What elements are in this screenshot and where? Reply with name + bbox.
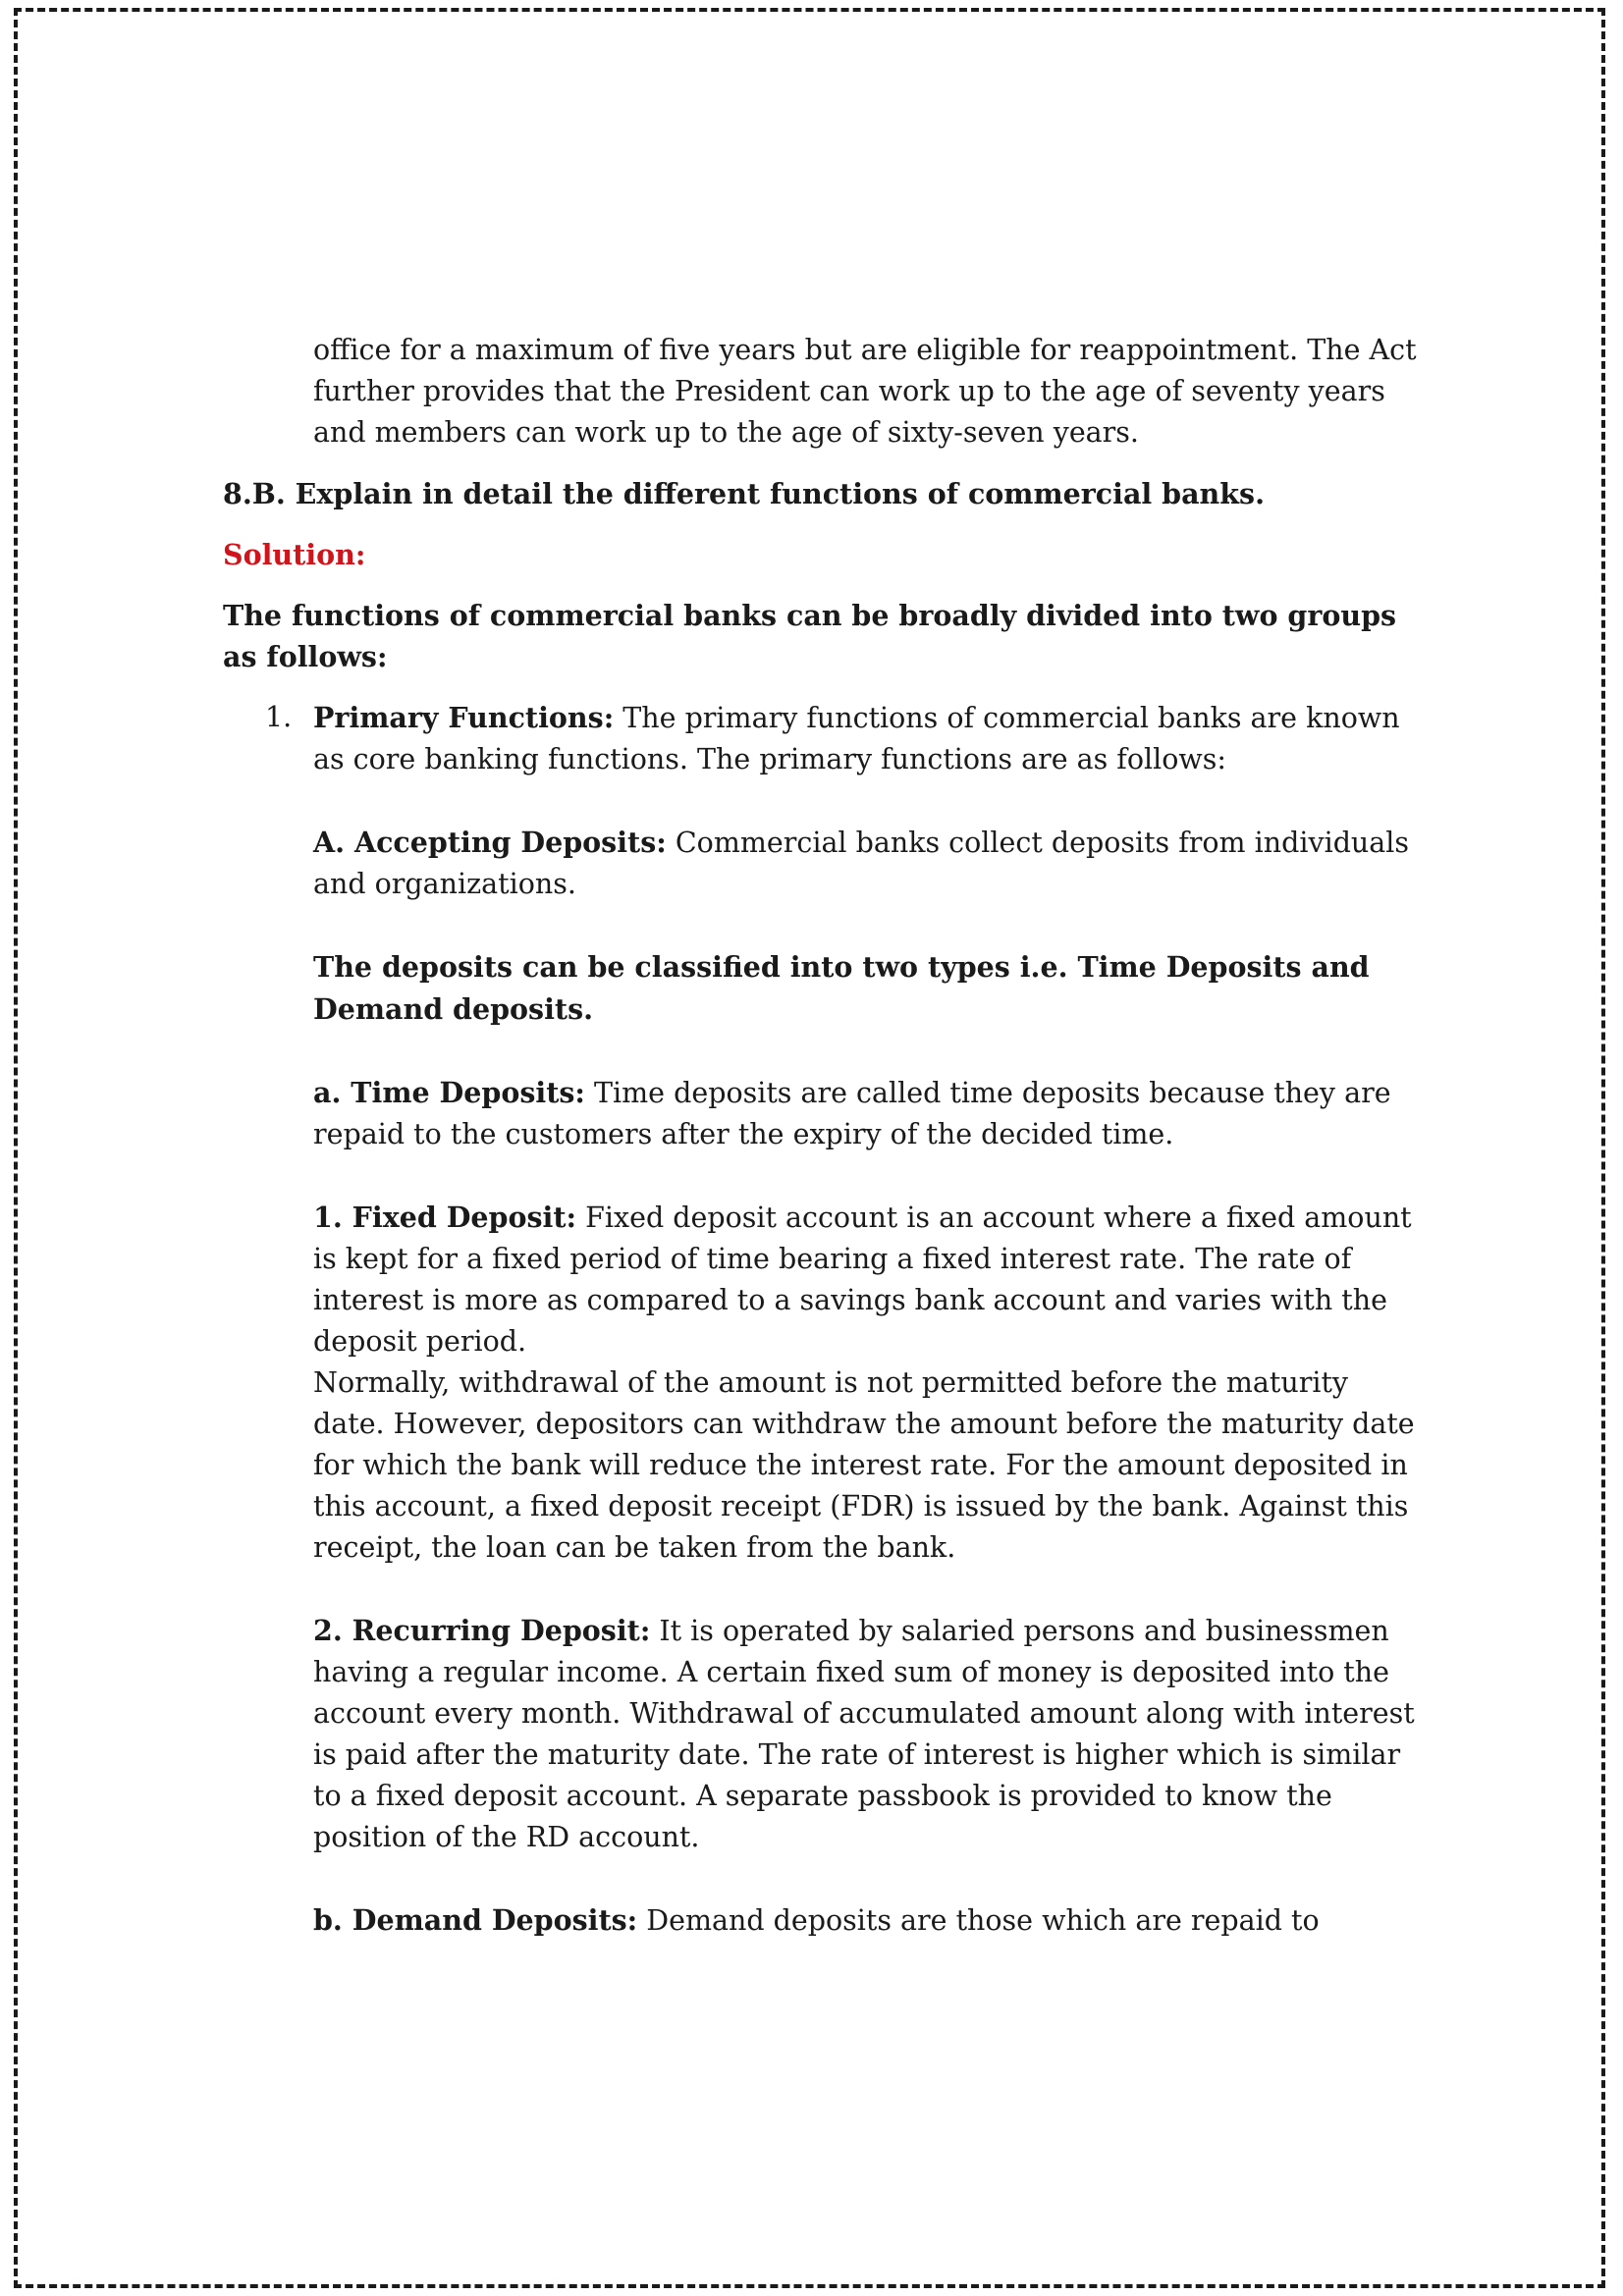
recurring-deposit-title: 2. Recurring Deposit:	[313, 1614, 651, 1647]
deposit-types-paragraph	[313, 946, 1421, 1031]
demand-deposits-text: Demand deposits are those which are repaid to	[637, 1904, 1320, 1937]
recurring-deposit-text: It is operated by salaried persons and businessmen having a regular income. A certain fixed sum of money is deposited into the account every month. Withdrawal of accumulated amount along with interest is paid after the maturity date. The rate of interest is higher which is similar to a fixed deposit account. A separate passbook is provided to know the position of the RD account.	[313, 1615, 1415, 1853]
time-deposits-text: Time deposits are called time deposits because they are repaid to the customers after the expiry of the decided time.	[313, 1077, 1391, 1150]
primary-functions-title: Primary Functions:	[313, 701, 615, 734]
question-heading: 8.B. Explain in detail the different functions of commercial banks.	[223, 477, 1265, 510]
fixed-deposit-paragraph	[313, 1197, 1421, 1362]
time-deposits-paragraph	[313, 1072, 1421, 1155]
fixed-deposit-paragraph-2: Normally, withdrawal of the amount is not permitted before the maturity date. However, depositors can withdraw the amount before the maturity date for which the bank will reduce the interest rate. For the amount deposited in this account, a fixed deposit receipt (FDR) is issued by the bank. Against this receipt, the loan can be taken from the bank.	[313, 1366, 1415, 1564]
demand-deposits-title: b. Demand Deposits:	[313, 1903, 638, 1937]
fixed-deposit-text: Fixed deposit account is an account where a fixed amount is kept for a fixed period of time bearing a fixed interest rate. The rate of interest is more as compared to a savings bank account and varies with the deposit period.	[313, 1201, 1412, 1358]
continuation-paragraph: office for a maximum of five years but are eligible for reappointment. The Act further provides that the President can work up to the age of seventy years and members can work up to the age of sixty-seven years.	[313, 334, 1417, 449]
accepting-deposits-text: Commercial banks collect deposits from individuals and organizations.	[313, 827, 1410, 900]
primary-functions-item	[265, 697, 1421, 780]
accepting-deposits-paragraph	[313, 822, 1421, 905]
recurring-deposit-paragraph	[313, 1610, 1421, 1858]
deposit-types-text: The deposits can be classified into two types i.e. Time Deposits and Demand deposits.	[313, 950, 1370, 1026]
demand-deposits-paragraph	[313, 1899, 1421, 1942]
intro-paragraph: The functions of commercial banks can be broadly divided into two groups as follows:	[223, 599, 1397, 673]
primary-functions-paragraph	[313, 697, 1421, 780]
solution-label: Solution:	[223, 538, 366, 571]
fixed-deposit-title: 1. Fixed Deposit:	[313, 1201, 577, 1234]
time-deposits-title: a. Time Deposits:	[313, 1076, 585, 1109]
primary-functions-text: The primary functions of commercial banks are known as core banking functions. The primary functions are as follows:	[313, 702, 1400, 775]
accepting-deposits-title: A. Accepting Deposits:	[313, 826, 667, 859]
document-body	[223, 330, 1421, 1942]
list-number: 1.	[265, 701, 293, 733]
